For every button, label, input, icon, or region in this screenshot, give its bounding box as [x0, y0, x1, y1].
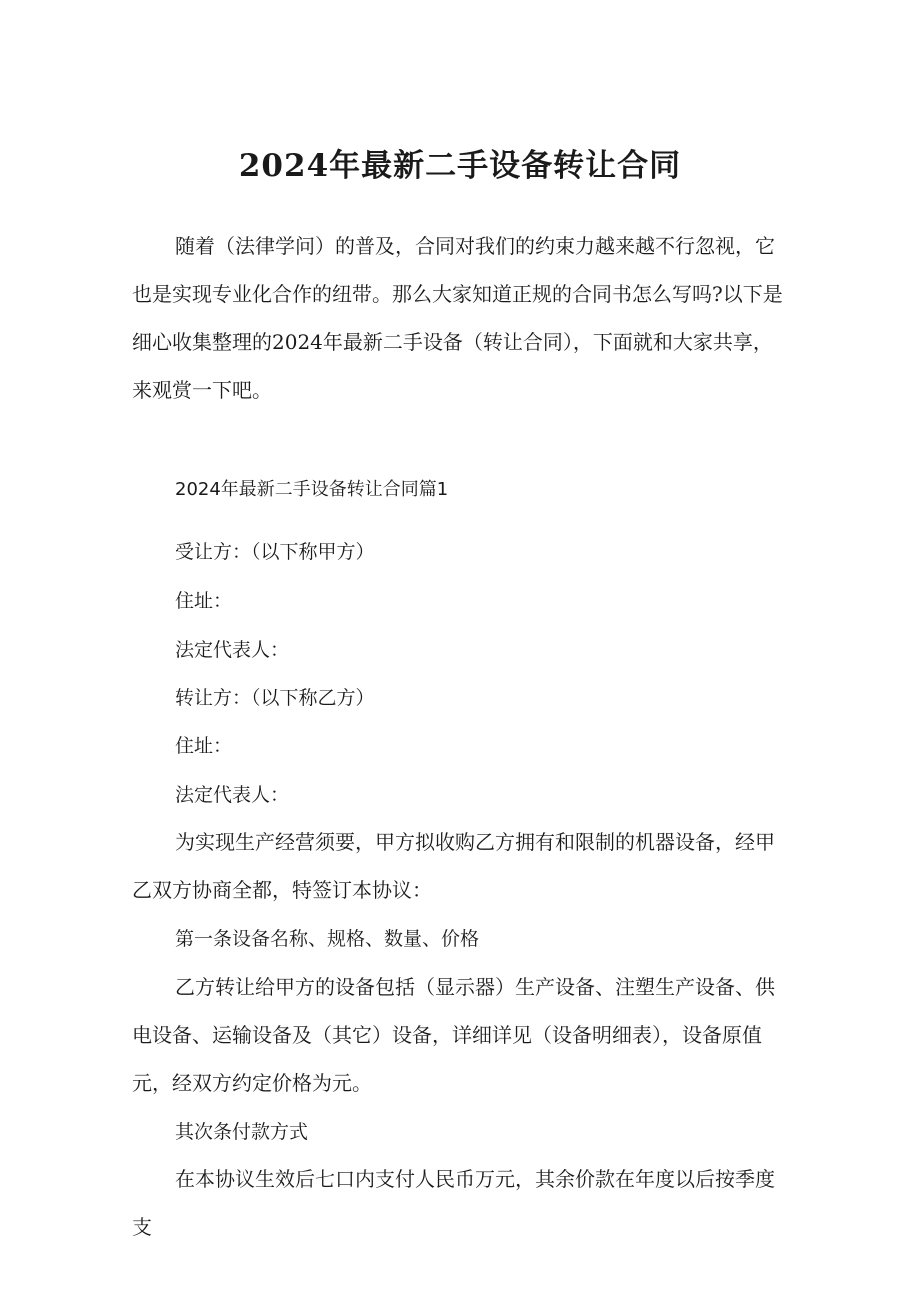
party-a-line: 受让方：（以下称甲方） [175, 541, 375, 563]
party-b-address: 住址： [175, 735, 233, 757]
party-b-representative: 法定代表人： [175, 784, 290, 806]
document-title: 2024年最新二手设备转让合同 [238, 148, 682, 184]
article-2-body: 在本协议生效后七口内支付人民币万元，其余价款在年度以后按季度支 [132, 1167, 775, 1239]
party-a-address: 住址： [175, 590, 233, 612]
article-2-title: 其次条付款方式 [175, 1121, 309, 1143]
party-a-representative: 法定代表人： [175, 639, 290, 661]
article-1-title: 第一条设备名称、规格、数量、价格 [175, 928, 480, 950]
intro-paragraph: 随着（法律学问）的普及，合同对我们的约束力越来越不行忽视，它也是实现专业化合作的纽带。那么大家知道正规的合同书怎么写吗?以下是细心收集整理的2024年最新二手设备（转让合同），下面就和大家共享，来观赏一下吧。 [132, 234, 783, 402]
party-b-line: 转让方：（以下称乙方） [175, 687, 375, 709]
article-1-body: 乙方转让给甲方的设备包括（显示器）生产设备、注塑生产设备、供电设备、运输设备及（其它）设备，详细详见（设备明细表），设备原值元，经双方约定价格为元。 [132, 975, 775, 1095]
preamble-paragraph: 为实现生产经营须要，甲方拟收购乙方拥有和限制的机器设备，经甲乙双方协商全都，特签订本协议： [132, 830, 775, 902]
section-heading: 2024年最新二手设备转让合同篇1 [175, 479, 449, 500]
